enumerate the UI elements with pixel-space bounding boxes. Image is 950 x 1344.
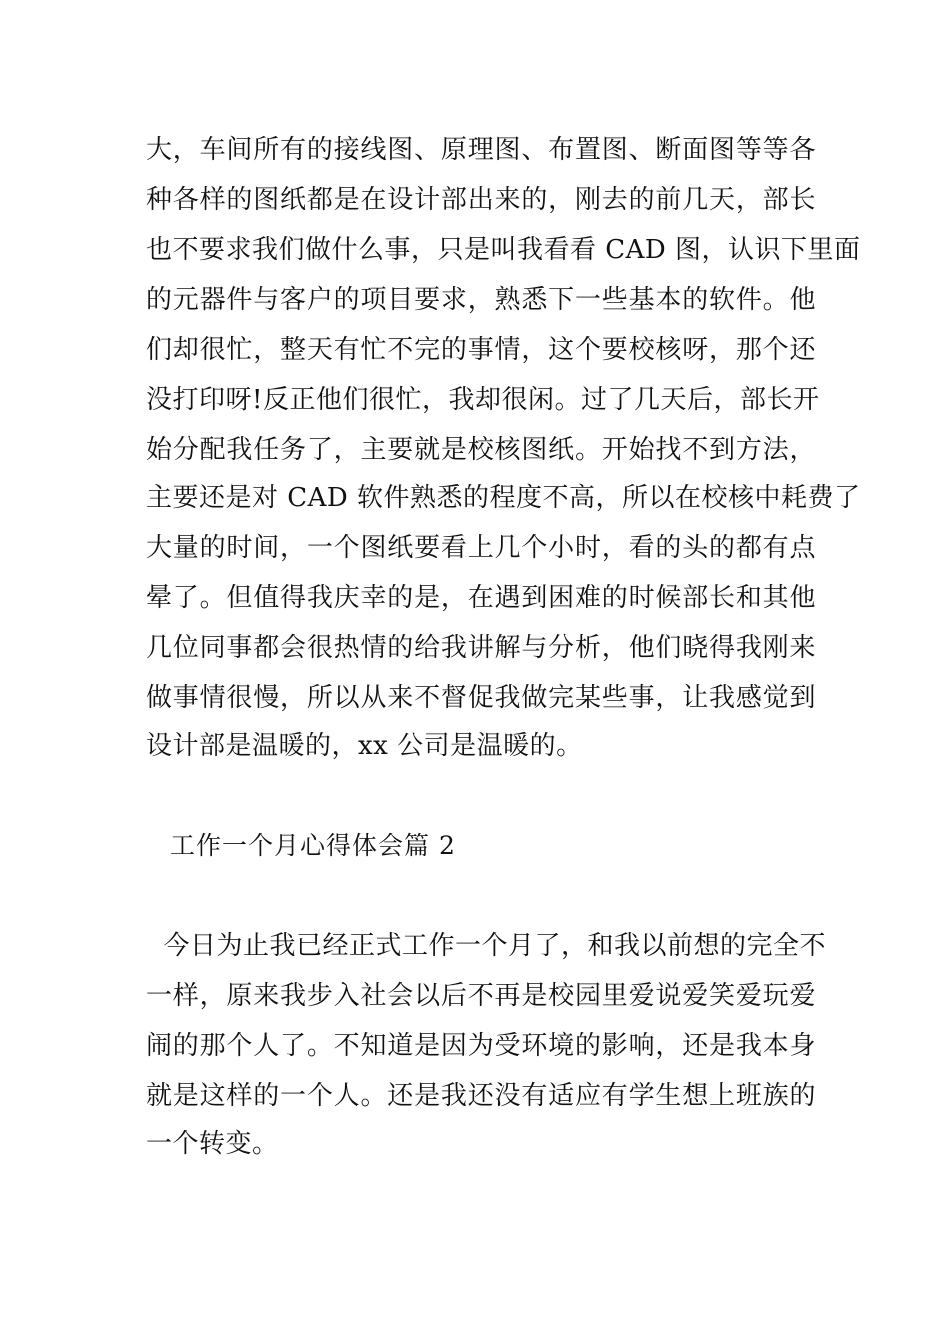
- text-line: 始分配我任务了，主要就是校核图纸。开始找不到方法，: [146, 435, 816, 465]
- text-line: 一个转变。: [146, 1129, 279, 1159]
- text-line: 没打印呀!反正他们很忙，我却很闲。过了几天后，部长开: [146, 385, 820, 415]
- text-line: 今日为止我已经正式工作一个月了，和我以前想的完全不: [146, 931, 827, 961]
- text-line: 晕了。但值得我庆幸的是，在遇到困难的时候部长和其他: [146, 583, 816, 613]
- section-heading: 工作一个月心得体会篇 2: [170, 831, 456, 860]
- text-line: 闹的那个人了。不知道是因为受环境的影响，还是我本身: [146, 1031, 816, 1061]
- text-line: 就是这样的一个人。还是我还没有适应有学生想上班族的: [146, 1081, 816, 1111]
- text-line: 主要还是对 CAD 软件熟悉的程度不高，所以在校核中耗费了: [146, 483, 861, 513]
- text-line: 们却很忙，整天有忙不完的事情，这个要校核呀，那个还: [146, 335, 816, 365]
- text-line: 设计部是温暖的，xx 公司是温暖的。: [146, 731, 583, 761]
- text-line: 的元器件与客户的项目要求，熟悉下一些基本的软件。他: [146, 285, 816, 315]
- text-line: 也不要求我们做什么事，只是叫我看看 CAD 图，认识下里面: [146, 235, 861, 265]
- text-line: 做事情很慢，所以从来不督促我做完某些事，让我感觉到: [146, 683, 816, 713]
- text-line: 一样，原来我步入社会以后不再是校园里爱说爱笑爱玩爱: [146, 981, 816, 1011]
- text-line: 几位同事都会很热情的给我讲解与分析，他们晓得我刚来: [146, 633, 816, 663]
- text-line: 大量的时间，一个图纸要看上几个小时，看的头的都有点: [146, 533, 816, 563]
- text-line: 大，车间所有的接线图、原理图、布置图、断面图等等各: [146, 135, 816, 165]
- text-line: 种各样的图纸都是在设计部出来的，刚去的前几天，部长: [146, 185, 816, 215]
